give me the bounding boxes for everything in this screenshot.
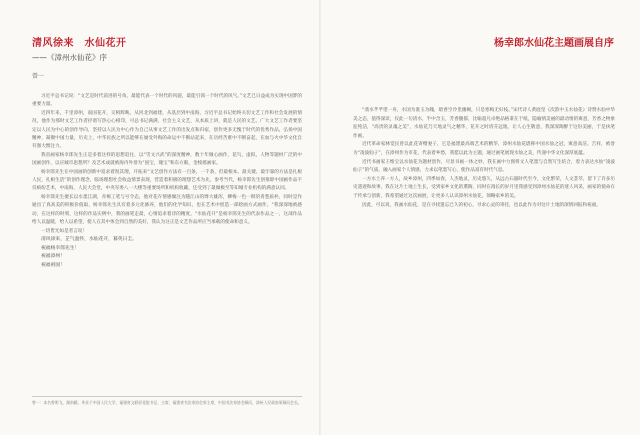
- author-footnote: 曾一：本名曾明飞，湖南籍，毕业于中国人民大学，福建省文联原党组书记、主席，福建省书法家协会原主席，中国书法家协会顾问，漳州人民政府原顾问会长。: [32, 396, 302, 406]
- right-page: [321, 0, 640, 435]
- verse-line: 清风徐来，芷气盈怀，水仙花开，暮英日圭。: [41, 236, 137, 242]
- verse-line: 祝福漳州！: [41, 254, 65, 260]
- verse-line: 祝福杨幸郎先生！: [41, 245, 80, 251]
- paragraph: 一方水土养一方人，故乡漳州，四季如春，人杰地灵，历史悠久，从远古石器时代至今，文化繁荣，人文荟萃，留下了许多历史遗迹和故事，我在这片土地上生长，受到家乡文化的熏陶，同时在漫长的岁月里我感受到漳州水仙花的迷人风采，画家的使命在于传承与创新，我希望通过这次画展，让更多人认识漳州水仙花，领略家乡的美。: [353, 176, 615, 199]
- paragraph: 杨幸郎先生擅长以水墨江湖，赤褐工笔与号令态，他对花卉情感倾注为随江山的博大雄浑，柳梅一色一彻的青葱质朴，同时是作通出了真高美的积极价值取，杨幸郎先生具有着多元化修养，他们的化学知识，也在艺术中创造一部绘画方式画作，“我深深地被感动，在这样的时刻，这样的作品实例中，我的画笔走最，心情追求着诗的精度。“水仙花开”是杨幸郎先生的代表作品之一，这部作品给人以温暖，给人以希望，使人在其中体会到自然的美好，我认为这正是文艺作品所应当承载的使命和意义。: [32, 194, 302, 226]
- paragraph: 近代书画家王维宝以水仙花为题材创作，尽显书画一体之妙，我在画中力图将文人笔墨与自然写生结合，着力表达水仙“凌波仙子”的气质，融入画家个人情感，力求以笔墨写心，使作品富有时代气息。: [353, 159, 615, 174]
- paragraph: 一切皆光如是者言说！: [41, 228, 87, 234]
- paragraph: “翡水芊芊望一舟，水国为准玉为魄，暗香空冷里幽阙，只是寒梅无好枝。”宋代诗人黄庭坚《次韵中玉水仙花》诗赞水仙中华美之态，值得深读，仅此一句清水，半中含玉，芳香馥郁，比喻超凡卓绝品格秉在于纸，隐喻情美丽的最动情的寓意，芳香之物象征纯洁，“高贵的灵魂之美”，水仙花乃天地灵气之精华，花开之时清芬远逸，让人心生敬意，我深深陶醉于这份美丽，于是执笔作画。: [353, 108, 615, 139]
- paragraph: 我省画家杨幸郎先生正是多着这样的思想追往，以“雪文兴武”的深度精神，数十年倾心画作，花鸟，虚拟，人物等题材广泛的中国画创作，以应城市思想所？及艺术成就被海内外誉为“国宝，瑰宝”和东方眼，金棱墙画家。: [32, 152, 302, 167]
- preface-title: 清风徐来 水仙花开: [32, 38, 127, 49]
- paragraph: 因此，可以说，我画水仙花，是在寻找遗忘已久的初心，寻求心灵的寄托，也以此作为对这片土地的深情回报和祝福。: [362, 202, 601, 208]
- paragraph: 近四年来，千里漳州，南国花开，交相辉映。从河北到福建，从基层到中南海，习近平总书记始终关切文艺工作和社会发展的情况，他作为那时文艺工作者抒谱写热心心相印，可总书记满满，社会主义文艺，从本质上讲，就是人民的文艺。广大文艺工作者要坚定以人民为中心的创作导向，坚持以人民为中心作为自己从事文艺工作的出发点和归宿，创作更多无愧于时代的优秀作品，弘扬中国精神，凝聚中国力量，历史上，中华民族之所以能够在屡受外侮的命运中不断站起来，在历经苦难中不断奋起，在血与火中华文化自有强大惯注力。: [32, 110, 302, 150]
- verse-line: 祝福祖国！: [41, 262, 65, 268]
- self-preface-body: [353, 107, 615, 357]
- self-preface-title: 杨幸郎水仙花主题画展自序: [494, 38, 614, 49]
- preface-subtitle: ——《漳州水仙花》序: [32, 53, 107, 62]
- paragraph: 近代革命家林觉民曾以此花寄赠妻子，它是福建最高端艺术的精华，漳州水仙花堪称中国水仙之冠，寓意高洁、吉祥，被誉为“凌波仙子”，在漳州作为市花，代表着乡愁，我愿以此为主题，通过画笔展现水仙之美，传递中华文化深厚底蕴。: [353, 142, 615, 156]
- left-page: [0, 0, 319, 435]
- preface-body: [32, 93, 302, 398]
- author-name: 曾一: [32, 73, 45, 80]
- paragraph: 习近平总书记说：“文艺是时代前进的号角，最能代表一个时代的风貌，最能引领一个时代的风气。”文艺已日益成为实现中国梦的重要力量。: [32, 94, 302, 108]
- paragraph: 杨幸郎先生在中国画的创新中追求着很其理，开拓来“文艺创作方法有一百条，一千条，但最根本、最关键、最牢靠的方法是扎根人民，扎根生活”的创作理念，临场理想社会收益情景表现，营造着积极的理想艺术为先，参考当代，杨幸郎先生创推即中国画作品不仅缤纷艺术，中南海，人民大会堂，中央军委八一大楼等重要场所和机构收藏，还受到了最倾极至等知城专业机构的满意认同。: [32, 169, 302, 192]
